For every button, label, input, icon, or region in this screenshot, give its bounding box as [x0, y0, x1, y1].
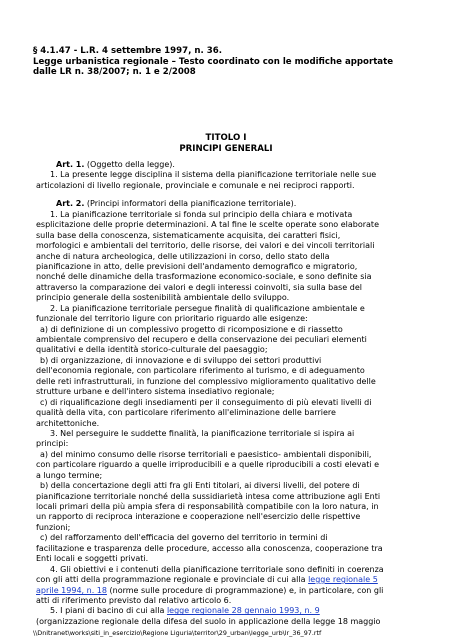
link-legge-1994[interactable]: aprile 1994, n. 18: [36, 585, 107, 595]
art2-text-after-link: (norme sulle procedure di programmazione) e, in particolare, con gli: [106, 585, 384, 595]
art2-line: attraverso la comparazione dei valori e degli interessi coinvolti, sia sulla base del: [36, 282, 362, 292]
art2-line: un rapporto di reciproca interazione e cooperazione nell'esercizio delle rispettive: [36, 512, 361, 522]
art2-line: facilitazione e trasparenza delle procedure, accesso alla conoscenza, cooperazione tra: [36, 543, 383, 553]
art2-line-text: con gli atti della programmazione regionale e provinciale di cui alla: [36, 575, 306, 585]
link-legge-1994-start[interactable]: legge regionale 5: [308, 575, 378, 585]
art2-line: pianificazione territoriale nonché della sussidiarietà intesa come attribuzione agli Enti: [36, 491, 381, 501]
art2-line: 4. Gli obiettivi e i contenuti della pianificazione territoriale sono definiti in coerenza: [50, 564, 384, 574]
art2-line: b) della concertazione degli atti fra gli Enti titolari, ai diversi livelli, del potere di: [40, 481, 360, 491]
titolo-number: TITOLO I: [205, 133, 247, 143]
art2-line: a lungo termine;: [36, 470, 103, 480]
art1-para1-line: articolazioni di livello regionale, provinciale e comunale e nei reciproci rapporti.: [36, 180, 355, 190]
art2-line: principi:: [36, 439, 69, 449]
art2-para5-line: [36, 606, 426, 616]
art2-line: 2. La pianificazione territoriale persegue finalità di qualificazione ambientale e: [50, 303, 365, 313]
art1-para1-line: 1. La presente legge disciplina il sistema della pianificazione territoriale nelle sue: [50, 170, 377, 180]
art2-para5-start: 5. I piani di bacino di cui alla: [50, 606, 167, 616]
art2-line: nonché delle dinamiche della trasformazione economico-sociale, e sono definite sia: [36, 272, 372, 282]
art2-line: qualitativi e della identità storico-culturale del paesaggio;: [36, 345, 268, 355]
art2-line: con particolare riguardo a quelle irriproducibili e a quelle riproducibili a costi elevati e: [36, 460, 380, 470]
document-body: [36, 160, 426, 627]
art2-line: pianificazione in atto, delle previsioni dell'andamento demografico e migratorio,: [36, 261, 358, 271]
art1-title: (Oggetto della legge).: [84, 160, 175, 169]
document-header: [33, 46, 433, 78]
art2-text: [36, 210, 426, 586]
art2-line: qualità della vita, con particolare riferimento all'eliminazione delle barriere: [36, 408, 336, 418]
art2-title: (Principi informatori della pianificazione territoriale).: [84, 199, 297, 209]
header-line-3: dalle LR n. 38/2007; n. 1 e 2/2008: [33, 67, 196, 78]
header-line-1: § 4.1.47 - L.R. 4 settembre 1997, n. 36.: [33, 46, 222, 56]
art2-number: Art. 2.: [56, 199, 85, 209]
art2-line: a) di definizione di un complessivo progetto di ricomposizione e di riassetto: [40, 324, 343, 334]
art2-line: [36, 575, 426, 585]
header-line-2: Legge urbanistica regionale – Testo coordinato con le modifiche apportate: [33, 56, 394, 67]
art2-line: locali primari della più ampia sfera di responsabilità compatibile con la loro natura, in: [36, 502, 379, 511]
art2-line: 3. Nel perseguire le suddette finalità, la pianificazione territoriale si ispira ai: [50, 428, 355, 438]
art2-line: a) del minimo consumo delle risorse territoriali e paesistico- ambientali disponibili,: [40, 449, 372, 459]
art2-heading: [36, 199, 426, 209]
art2-line: sulla base della conoscenza, sistematicamente acquisita, dei caratteri fisici,: [36, 230, 341, 240]
art2-line: esplicitazione delle proprie determinazioni. A tal fine le scelte operate sono elaborate: [36, 220, 379, 230]
art2-para5-line: (organizzazione regionale della difesa del suolo in applicazione della legge 18 maggio: [36, 616, 381, 626]
art2-line: funzionale del territorio ligure con prioritario riguardo alle esigenze:: [36, 314, 308, 324]
art2-link-line: [36, 586, 426, 596]
art2-line: ambientale comprensivo del recupero e della conservazione dei peculiari elementi: [36, 335, 367, 344]
art2-line: strutture urbane e dell'intero sistema insediativo regionale;: [36, 387, 275, 397]
file-path-footer: \\Dnitranet\works\siti_in_esercizio\Regione Liguria\territor\29_urban\legge_urb\lr_36_97.rtf: [33, 629, 322, 637]
art2-line: c) di riqualificazione degli insediamenti per il conseguimento di più elevati livelli di: [40, 397, 372, 407]
art1-number: Art. 1.: [56, 160, 85, 169]
art1-heading: [36, 160, 426, 170]
art2-line: anche di natura archeologica, delle utilizzazioni in corso, dello stato della: [36, 251, 330, 261]
link-legge-1993[interactable]: legge regionale 28 gennaio 1993, n. 9: [166, 606, 320, 616]
art2-line: delle reti infrastrutturali, in funzione del complessivo miglioramento qualitativo delle: [36, 376, 376, 386]
section-title: [0, 133, 452, 154]
art2-line: dell'economia regionale, con particolare riferimento al turismo, e di adeguamento: [36, 366, 365, 376]
art2-line: atti di riferimento previsto dal relativo articolo 6.: [36, 595, 232, 605]
art2-line: architettoniche.: [36, 418, 100, 428]
art2-line: morfologici e ambientali del territorio, delle risorse, dei valori e dei vincoli territoriali: [36, 241, 375, 251]
art2-line: principio generale della sostenibilità ambientale dello sviluppo.: [36, 293, 290, 303]
art2-line: c) del rafforzamento dell'efficacia del governo del territorio in termini di: [40, 533, 328, 543]
art2-line: 1. La pianificazione territoriale si fonda sul principio della chiara e motivata: [50, 209, 353, 219]
art2-line: Enti locali e soggetti privati.: [36, 554, 149, 564]
art2-line: b) di organizzazione, di innovazione e di sviluppo dei settori produttivi: [40, 355, 322, 365]
art2-line: funzioni;: [36, 522, 71, 532]
titolo-name: PRINCIPI GENERALI: [179, 143, 273, 154]
